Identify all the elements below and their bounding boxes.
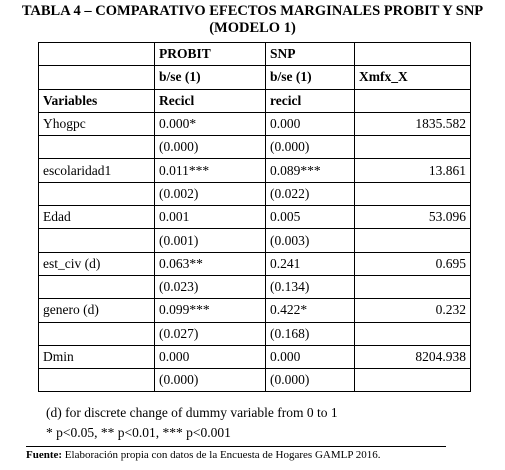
snp-se: (0.003) [266, 229, 355, 252]
empty-cell [355, 322, 471, 345]
variable-name: Edad [39, 206, 155, 229]
source-text: Elaboración propia con datos de la Encuesta de Hogares GAMLP 2016. [62, 449, 381, 461]
probit-se: (0.027) [155, 322, 266, 345]
empty-cell [39, 275, 155, 298]
snp-coef: 0.422* [266, 299, 355, 322]
table-row [39, 159, 471, 182]
table-row-se [39, 322, 471, 345]
title-line-2: (MODELO 1) [209, 20, 296, 36]
variable-name: est_civ (d) [39, 252, 155, 275]
empty-cell [39, 182, 155, 205]
xmfx-value: 1835.582 [355, 112, 471, 135]
table-row-se [39, 182, 471, 205]
probit-coef: 0.099*** [155, 299, 266, 322]
note-dummy: (d) for discrete change of dummy variable from 0 to 1 [46, 405, 338, 420]
xmfx-value: 0.695 [355, 252, 471, 275]
table-row [39, 206, 471, 229]
empty-cell [355, 229, 471, 252]
snp-se: (0.022) [266, 182, 355, 205]
table-row-se [39, 136, 471, 159]
empty-cell [39, 369, 155, 392]
header-snp: SNP [266, 43, 355, 66]
header-xmfx: Xmfx_X [355, 66, 471, 89]
probit-se: (0.000) [155, 369, 266, 392]
empty-cell [39, 322, 155, 345]
header-probit: PROBIT [155, 43, 266, 66]
probit-se: (0.001) [155, 229, 266, 252]
variable-name: Dmin [39, 345, 155, 368]
empty-cell [355, 369, 471, 392]
table-row-se [39, 369, 471, 392]
table-row [39, 112, 471, 135]
xmfx-value: 0.232 [355, 299, 471, 322]
snp-se: (0.000) [266, 136, 355, 159]
variable-name: Yhogpc [39, 112, 155, 135]
table-row-se [39, 275, 471, 298]
probit-se: (0.002) [155, 182, 266, 205]
snp-se: (0.134) [266, 275, 355, 298]
variable-name: escolaridad1 [39, 159, 155, 182]
source-label: Fuente: [26, 449, 63, 461]
snp-coef: 0.000 [266, 345, 355, 368]
header-row-models [39, 43, 471, 66]
title-line-1: TABLA 4 – COMPARATIVO EFECTOS MARGINALES PROBIT Y SNP [21, 3, 484, 19]
probit-se: (0.000) [155, 136, 266, 159]
snp-coef: 0.089*** [266, 159, 355, 182]
header-bse-snp: b/se (1) [266, 66, 355, 89]
empty-cell [39, 229, 155, 252]
probit-coef: 0.001 [155, 206, 266, 229]
header-cell [39, 43, 155, 66]
table-row [39, 345, 471, 368]
source-note [26, 449, 381, 462]
probit-coef: 0.063** [155, 252, 266, 275]
marginal-effects-table [38, 42, 471, 392]
probit-se: (0.023) [155, 275, 266, 298]
header-recicl-probit: Recicl [155, 89, 266, 112]
xmfx-value: 53.096 [355, 206, 471, 229]
table-row [39, 252, 471, 275]
header-cell [39, 66, 155, 89]
source-divider [26, 446, 446, 447]
header-cell [355, 89, 471, 112]
snp-se: (0.000) [266, 369, 355, 392]
snp-se: (0.168) [266, 322, 355, 345]
empty-cell [355, 136, 471, 159]
xmfx-value: 8204.938 [355, 345, 471, 368]
empty-cell [39, 136, 155, 159]
header-recicl-snp: recicl [266, 89, 355, 112]
header-variables: Variables [39, 89, 155, 112]
table-row [39, 299, 471, 322]
probit-coef: 0.011*** [155, 159, 266, 182]
empty-cell [355, 275, 471, 298]
variable-name: genero (d) [39, 299, 155, 322]
header-bse-probit: b/se (1) [155, 66, 266, 89]
probit-coef: 0.000 [155, 345, 266, 368]
note-significance: * p<0.05, ** p<0.01, *** p<0.001 [46, 425, 231, 440]
xmfx-value: 13.861 [355, 159, 471, 182]
snp-coef: 0.241 [266, 252, 355, 275]
probit-coef: 0.000* [155, 112, 266, 135]
empty-cell [355, 182, 471, 205]
header-row-variables [39, 89, 471, 112]
snp-coef: 0.005 [266, 206, 355, 229]
table-notes [46, 403, 338, 443]
snp-coef: 0.000 [266, 112, 355, 135]
header-cell [355, 43, 471, 66]
table-row-se [39, 229, 471, 252]
table-title [0, 3, 505, 37]
header-row-stats [39, 66, 471, 89]
